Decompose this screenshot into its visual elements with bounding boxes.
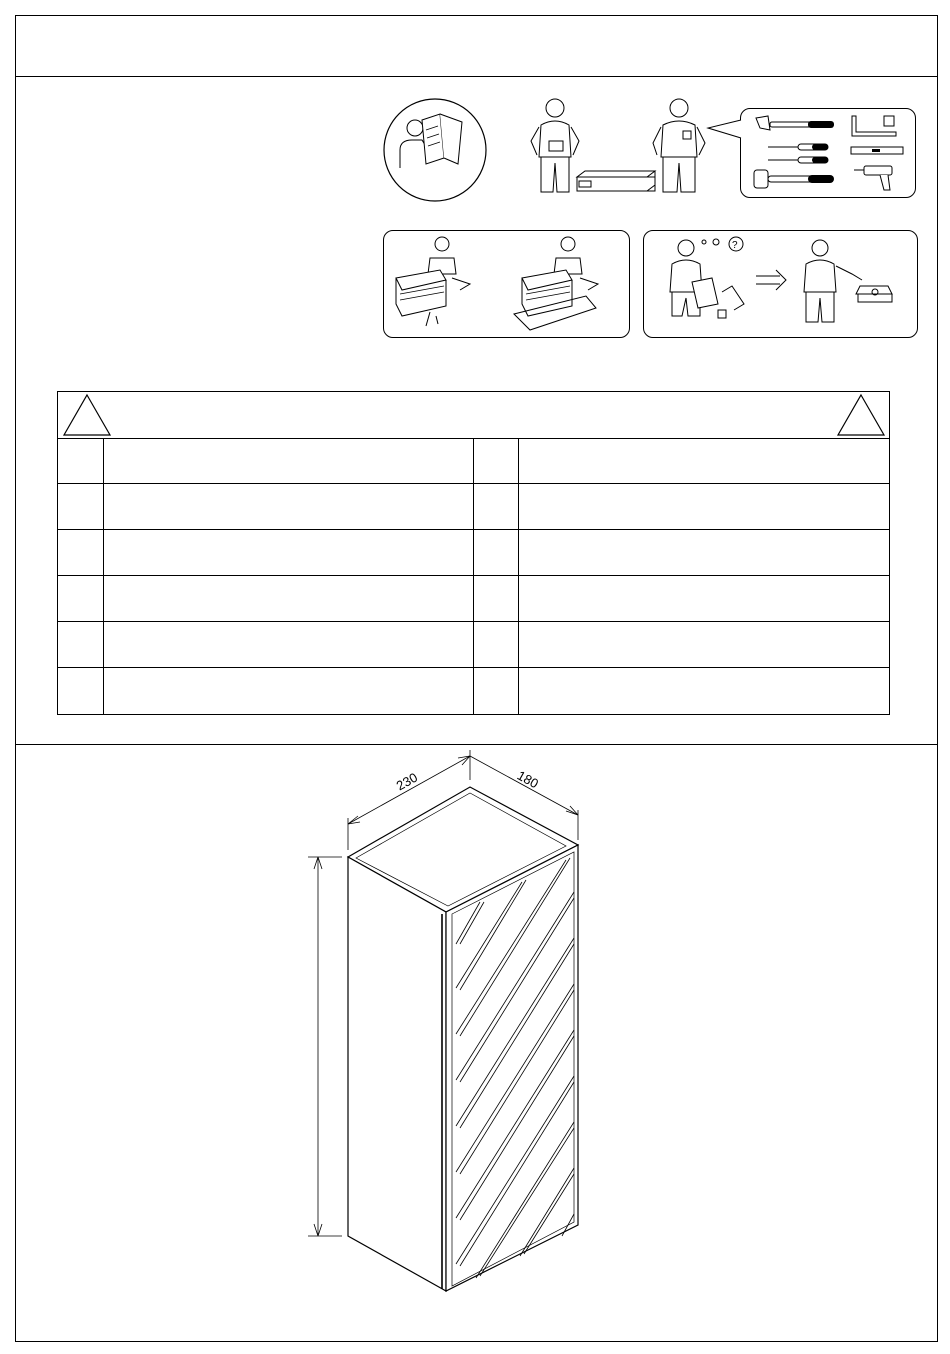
screwdriver-icon — [766, 142, 832, 152]
warning-number — [58, 530, 104, 575]
warning-number — [473, 668, 519, 714]
title-bar — [16, 16, 937, 76]
depth-dimension-label: 180 — [514, 767, 541, 792]
warning-table — [57, 391, 890, 715]
warning-text — [104, 576, 473, 621]
two-person-unpack-icon — [527, 97, 717, 197]
warning-number — [473, 438, 519, 483]
mallet-icon — [752, 168, 840, 190]
warning-number — [58, 484, 104, 529]
warning-number — [473, 576, 519, 621]
call-for-help-icon — [652, 234, 914, 334]
warning-triangle-icon — [836, 394, 886, 436]
spirit-level-icon — [850, 146, 904, 156]
drill-icon — [852, 160, 902, 192]
set-square-icon — [850, 114, 900, 136]
warning-number — [473, 622, 519, 667]
warning-row — [58, 484, 889, 530]
warning-header — [58, 392, 889, 439]
warning-number — [473, 530, 519, 575]
warning-text — [519, 576, 889, 621]
warning-number — [58, 622, 104, 667]
screwdriver-icon — [766, 155, 832, 165]
warning-text — [104, 622, 473, 667]
width-dimension-label: 230 — [393, 769, 420, 794]
warning-text — [104, 438, 473, 483]
warning-text — [104, 668, 473, 714]
protect-floor-icon — [390, 234, 622, 334]
warning-text — [519, 438, 889, 483]
warning-row — [58, 530, 889, 576]
title-divider — [15, 76, 938, 77]
warning-text — [519, 668, 889, 714]
warning-text — [519, 484, 889, 529]
warning-number — [58, 438, 104, 483]
warning-text — [104, 484, 473, 529]
warning-text — [519, 530, 889, 575]
section-divider — [15, 744, 938, 745]
tools-bubble-pointer — [708, 118, 742, 140]
warning-triangle-icon — [62, 394, 112, 436]
warning-row — [58, 622, 889, 668]
warning-number — [58, 668, 104, 714]
warning-number — [473, 484, 519, 529]
warning-row — [58, 668, 889, 714]
warning-row — [58, 438, 889, 484]
hammer-icon — [754, 114, 838, 136]
warning-row — [58, 576, 889, 622]
svg-text:?: ? — [732, 240, 738, 251]
warning-number — [58, 576, 104, 621]
warning-text — [519, 622, 889, 667]
warning-text — [104, 530, 473, 575]
cabinet-drawing — [300, 748, 600, 1308]
read-manual-icon — [382, 98, 488, 202]
